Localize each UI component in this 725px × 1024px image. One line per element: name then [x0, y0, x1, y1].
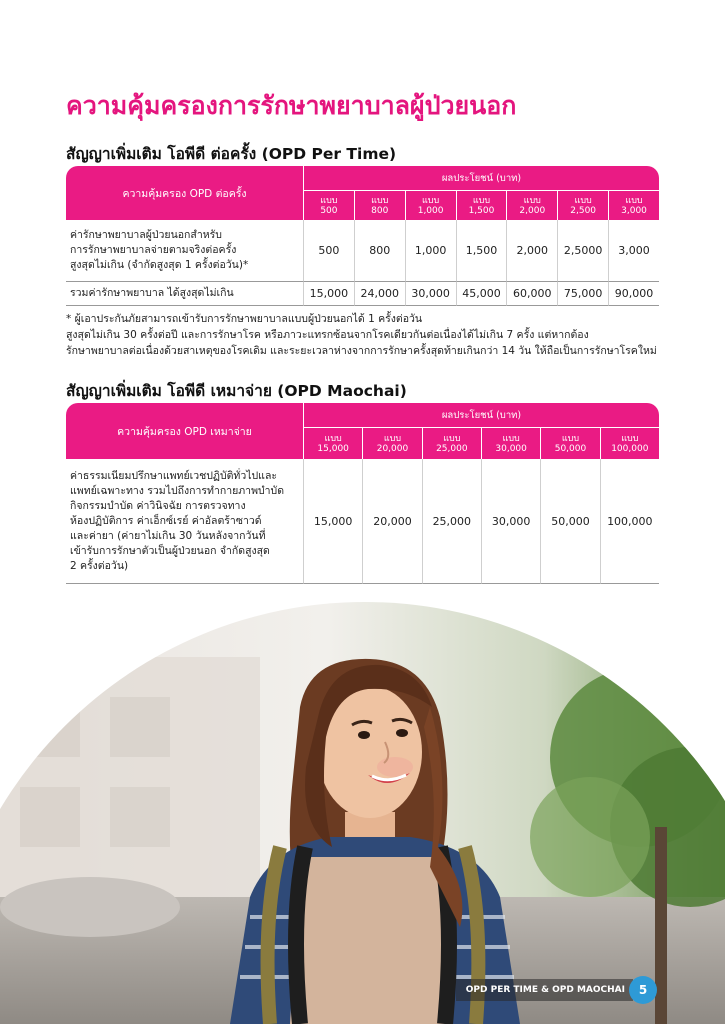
plan-header: แบบ 100,000	[600, 427, 659, 459]
page-footer	[456, 978, 725, 1002]
table-cell: 30,000	[405, 282, 456, 306]
plan-header: แบบ 50,000	[540, 427, 599, 459]
opd-maochai-subtitle: สัญญาเพิ่มเติม โอพีดี เหมาจ่าย (OPD Maochai)	[66, 382, 407, 400]
opd-maochai-table	[66, 403, 659, 584]
table-cell: 50,000	[540, 459, 599, 584]
plan-header: แบบ 500	[303, 190, 354, 220]
footnote-line: รักษาพยาบาลต่อเนื่องด้วยสาเหตุของโรคเดิม และระยะเวลาห่างจากการรักษาครั้งสุดท้ายเกินกว่า 14 วัน ให้ถือเป็นการรักษาโรคใหม่	[66, 345, 657, 357]
opd-maochai-header-benefit: ผลประโยชน์ (บาท)	[303, 403, 659, 427]
plan-header: แบบ 1,000	[405, 190, 456, 220]
table-cell: 25,000	[422, 459, 481, 584]
footer-label: OPD PER TIME & OPD MAOCHAI	[456, 979, 633, 1001]
table-cell: 45,000	[456, 282, 507, 306]
footnote-line: * ผู้เอาประกันภัยสามารถเข้ารับการรักษาพยาบาลแบบผู้ป่วยนอกได้ 1 ครั้งต่อวัน	[66, 313, 423, 325]
plan-header: แบบ 2,500	[557, 190, 608, 220]
plan-header: แบบ 1,500	[456, 190, 507, 220]
row-description: รวมค่ารักษาพยาบาล ได้สูงสุดไม่เกิน	[66, 282, 303, 306]
plan-header: แบบ 800	[354, 190, 405, 220]
opd-per-time-header-left: ความคุ้มครอง OPD ต่อครั้ง	[66, 166, 303, 220]
row-description: ค่าธรรมเนียมปรึกษาแพทย์เวชปฏิบัติทั่วไปและ แพทย์เฉพาะทาง รวมไปถึงการทำกายภาพบำบัด กิจกรรมบำบัด ค่าวินิจฉัย การตรวจทาง ห้องปฏิบัติการ ค่าเอ็กซ์เรย์ ค่าอัลตร้าซาวด์ และค่ายา (ค่ายาไม่เกิน 30 วันหลังจากวันที่ เข้ารับการรักษาตัวเป็นผู้ป่วยนอก จำกัดสูงสุด 2 ครั้งต่อวัน)	[66, 459, 303, 584]
table-cell: 2,000	[506, 220, 557, 282]
row-description: ค่ารักษาพยาบาลผู้ป่วยนอกสำหรับ การรักษาพยาบาลจ่ายตามจริงต่อครั้ง สูงสุดไม่เกิน (จำกัดสูงสุด 1 ครั้งต่อวัน)*	[66, 220, 303, 282]
table-cell: 90,000	[608, 282, 659, 306]
table-cell: 1,000	[405, 220, 456, 282]
table-cell: 15,000	[303, 282, 354, 306]
plan-header: แบบ 3,000	[608, 190, 659, 220]
woman-photo	[0, 597, 725, 1024]
plan-header: แบบ 30,000	[481, 427, 540, 459]
page-title: ความคุ้มครองการรักษาพยาบาลผู้ป่วยนอก	[66, 91, 517, 120]
plan-header: แบบ 15,000	[303, 427, 362, 459]
table-cell: 1,500	[456, 220, 507, 282]
page-number: 5	[629, 976, 657, 1004]
table-cell: 30,000	[481, 459, 540, 584]
footnote	[66, 311, 706, 359]
table-cell: 3,000	[608, 220, 659, 282]
opd-per-time-subtitle: สัญญาเพิ่มเติม โอพีดี ต่อครั้ง (OPD Per Time)	[66, 145, 397, 163]
woman-photo-illustration	[0, 597, 725, 1024]
table-row	[66, 459, 659, 584]
table-cell: 20,000	[362, 459, 421, 584]
table-row	[66, 282, 659, 306]
table-cell: 800	[354, 220, 405, 282]
table-cell: 60,000	[506, 282, 557, 306]
table-cell: 75,000	[557, 282, 608, 306]
table-row	[66, 220, 659, 282]
opd-per-time-header-benefit: ผลประโยชน์ (บาท)	[303, 166, 659, 190]
plan-header: แบบ 2,000	[506, 190, 557, 220]
opd-maochai-header-left: ความคุ้มครอง OPD เหมาจ่าย	[66, 403, 303, 459]
table-cell: 24,000	[354, 282, 405, 306]
plan-header: แบบ 25,000	[422, 427, 481, 459]
footnote-line: สูงสุดไม่เกิน 30 ครั้งต่อปี และการรักษาโรค หรือภาวะแทรกซ้อนจากโรคเดียวกันต่อเนื่องได้ไม่เกิน 7 ครั้ง แต่หากต้อง	[66, 329, 589, 341]
table-cell: 100,000	[600, 459, 659, 584]
table-cell: 2,5000	[557, 220, 608, 282]
table-cell: 500	[303, 220, 354, 282]
plan-header: แบบ 20,000	[362, 427, 421, 459]
table-cell: 15,000	[303, 459, 362, 584]
opd-per-time-table	[66, 166, 659, 306]
